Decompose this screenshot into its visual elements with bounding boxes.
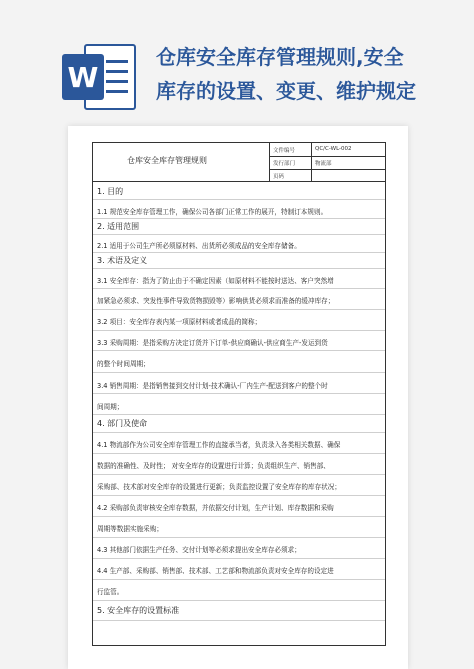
body-line: 2.1 适用于公司生产所必须原材料、出货所必须成品的安全库存储备。 bbox=[97, 242, 301, 250]
issuing-dept-label: 发行部门 bbox=[273, 161, 296, 167]
row-divider bbox=[93, 558, 385, 559]
row-divider bbox=[93, 393, 385, 394]
body-line: 采购部、技术部对安全库存的设置进行更新；负责监控设置了安全库存的库存状况； bbox=[97, 483, 341, 491]
row-divider bbox=[93, 579, 385, 580]
section-heading: 4. 部门及使命 bbox=[97, 419, 148, 428]
body-line: 4.4 生产部、采购部、销售部、技术部、工艺部和物流部负责对安全库存的设定进 bbox=[97, 567, 334, 575]
body-line: 数据的准确性、及时性； 对安全库存的设置进行计算；负责组织生产、销售部、 bbox=[97, 462, 330, 470]
document-body bbox=[92, 182, 386, 646]
row-divider bbox=[93, 309, 385, 310]
body-line: 4.2 采购部负责审核安全库存数据，并依据交付计划，生产计划、库存数据和采购 bbox=[97, 504, 334, 512]
section-heading: 3. 术语及定义 bbox=[97, 256, 148, 265]
row-divider bbox=[93, 495, 385, 496]
body-line: 行监管。 bbox=[97, 588, 124, 596]
body-line: 3.1 安全库存：指为了防止由于不确定因素（如原材料不能按时送达、客户突然增 bbox=[97, 277, 334, 285]
file-number-label: 文件编号 bbox=[273, 148, 296, 154]
word-logo-badge: W bbox=[62, 54, 104, 100]
row-divider bbox=[93, 288, 385, 289]
row-divider bbox=[93, 432, 385, 433]
table-divider bbox=[269, 143, 270, 181]
issuing-dept-value: 物流部 bbox=[315, 161, 332, 167]
body-line: 1.1 规范安全库存管理工作，确保公司各部门正常工作的展开，特制订本规则。 bbox=[97, 208, 328, 216]
section-heading: 5. 安全库存的设置标准 bbox=[97, 606, 180, 615]
section-heading: 1. 目的 bbox=[97, 187, 124, 196]
row-divider bbox=[93, 268, 385, 269]
row-divider bbox=[93, 474, 385, 475]
row-divider bbox=[93, 620, 385, 621]
body-line: 4.1 物流部作为公司安全库存管理工作的直接承当者，负责录入各类相关数据、确保 bbox=[97, 441, 341, 449]
document-preview bbox=[68, 126, 408, 669]
row-divider bbox=[93, 252, 385, 253]
row-divider bbox=[93, 350, 385, 351]
document-title: 仓库安全库存管理规则 bbox=[127, 156, 207, 165]
body-line: 3.3 采购周期：是指采购方决定订货并下订单-供应商确认-供应商生产-发运到货 bbox=[97, 339, 328, 347]
row-divider bbox=[93, 234, 385, 235]
text-line-decoration bbox=[106, 90, 128, 93]
body-line: 周期等数据实施采购； bbox=[97, 525, 163, 533]
row-divider bbox=[93, 372, 385, 373]
body-line: 加紧急必须求、突发性事件导致货物损毁等）影响供货必须求而准备的缓冲库存； bbox=[97, 297, 335, 305]
text-line-decoration bbox=[106, 60, 128, 63]
row-divider bbox=[93, 537, 385, 538]
word-app-icon bbox=[62, 44, 138, 110]
table-divider bbox=[269, 169, 385, 170]
text-line-decoration bbox=[106, 70, 128, 73]
row-divider bbox=[93, 453, 385, 454]
page-headline bbox=[156, 40, 456, 108]
headline-line-1: 仓库安全库存管理规则,安全 bbox=[156, 45, 404, 69]
row-divider bbox=[93, 600, 385, 601]
row-divider bbox=[93, 516, 385, 517]
body-line: 间周期； bbox=[97, 403, 124, 411]
body-line: 3.4 销售周期：是指销售接到交付计划-技术确认-厂内生产-配送到客户的整个时 bbox=[97, 382, 328, 390]
body-line: 的整个时间周期； bbox=[97, 360, 150, 368]
body-line: 4.3 其他部门依据生产任务、交付计划等必须求提出安全库存必须求； bbox=[97, 546, 301, 554]
row-divider bbox=[93, 414, 385, 415]
section-heading: 2. 适用范围 bbox=[97, 222, 140, 231]
table-divider bbox=[269, 156, 385, 157]
row-divider bbox=[93, 330, 385, 331]
text-line-decoration bbox=[106, 80, 128, 83]
file-number-value: QC/C-WL-002 bbox=[315, 146, 352, 152]
page-number-label: 页码 bbox=[273, 174, 285, 180]
row-divider bbox=[93, 218, 385, 219]
body-line: 3.2 项目：安全库存表内某一项原材料或者成品的简称； bbox=[97, 318, 262, 326]
headline-line-2: 库存的设置、变更、维护规定 bbox=[156, 79, 416, 103]
row-divider bbox=[93, 199, 385, 200]
table-divider bbox=[311, 143, 312, 181]
document-header-table bbox=[92, 142, 386, 182]
